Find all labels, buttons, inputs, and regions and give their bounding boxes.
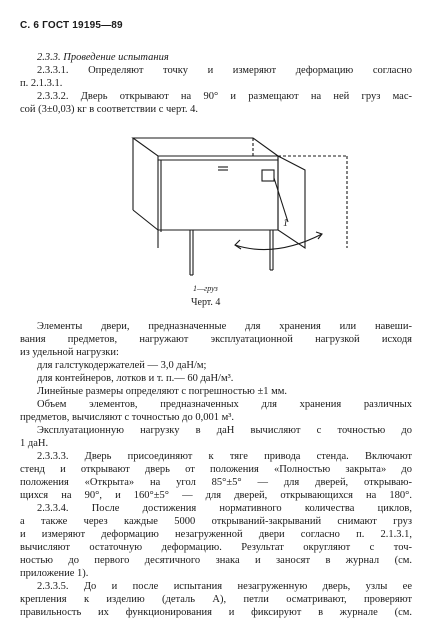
figure-legend: 1—груз [193, 284, 218, 293]
text-line: крепления к изделию (деталь А), петли осматривают, проверяют [20, 594, 412, 605]
text-line: положения «Открыта» на угол 85°±5° — для дверей, открываю- [20, 477, 412, 488]
text-line: предметов, вычисляют с точностью до 0,001 м³. [20, 412, 235, 423]
text-line: вания предметов, нагружают эксплуатационной нагрузкой исходя [20, 334, 412, 345]
text-line: Линейные размеры определяют с погрешностью ±1 мм. [37, 386, 288, 397]
text-line: 2.3.3.5. До и после испытания незагруженную дверь, узлы ее [37, 581, 412, 592]
text-line: правильность их функционирования и фиксируют в журнале (см. [20, 607, 412, 618]
text-line: вычисляют остаточную деформацию. Результат округляют с точ- [20, 542, 412, 553]
text-line: Объем элементов, предназначенных для хранения различных [37, 399, 412, 410]
section-title: 2.3.3. Проведение испытания [37, 52, 169, 63]
swing-arc [235, 234, 322, 250]
text-line: для контейнеров, лотков и т. п.— 60 даН/м³. [37, 373, 234, 384]
text-line: 1 даН. [20, 438, 49, 449]
load-weight [262, 170, 274, 181]
page-header: С. 6 ГОСТ 19195—89 [20, 20, 123, 31]
figure-cabinet-drawing [60, 130, 360, 290]
text-line: стенд и открывают дверь от положения «Полностью закрыта» до [20, 464, 412, 475]
text-line: Эксплуатационную нагрузку в даН вычисляют с точностью до [37, 425, 412, 436]
cabinet-top [133, 138, 278, 156]
text-line: приложение 1). [20, 568, 89, 579]
text-line: 2.3.3.2. Дверь открывают на 90° и размещают на ней груз мас- [37, 91, 412, 102]
figure-caption: Черт. 4 [191, 297, 221, 308]
callout-label: 1 [283, 218, 288, 229]
text-line: для галстукодержателей — 3,0 даН/м; [37, 360, 207, 371]
text-line: Элементы двери, предназначенные для хранения или навеши- [37, 321, 412, 332]
text-line: щихся на 90°, и 160°±5° — для дверей, открывающихся на 180°. [20, 490, 412, 501]
text-line: а также через каждые 5000 открываний-закрываний снимают груз [20, 516, 412, 527]
text-line: п. 2.1.3.1. [20, 78, 63, 89]
text-line: сой (3±0,03) кг в соответствии с черт. 4. [20, 104, 198, 115]
text-line: 2.3.3.1. Определяют точку и измеряют деформацию согласно [37, 65, 412, 76]
text-line: и измеряют деформацию незагруженной двери согласно п. 2.1.3.1, [20, 529, 412, 540]
text-line: 2.3.3.4. После достижения нормативного количества циклов, [37, 503, 412, 514]
text-line: из удельной нагрузки: [20, 347, 119, 358]
text-line: ностью до первого десятичного знака и заносят в журнал (см. [20, 555, 412, 566]
text-line: 2.3.3.3. Дверь присоединяют к тяге привода стенда. Включают [37, 451, 412, 462]
